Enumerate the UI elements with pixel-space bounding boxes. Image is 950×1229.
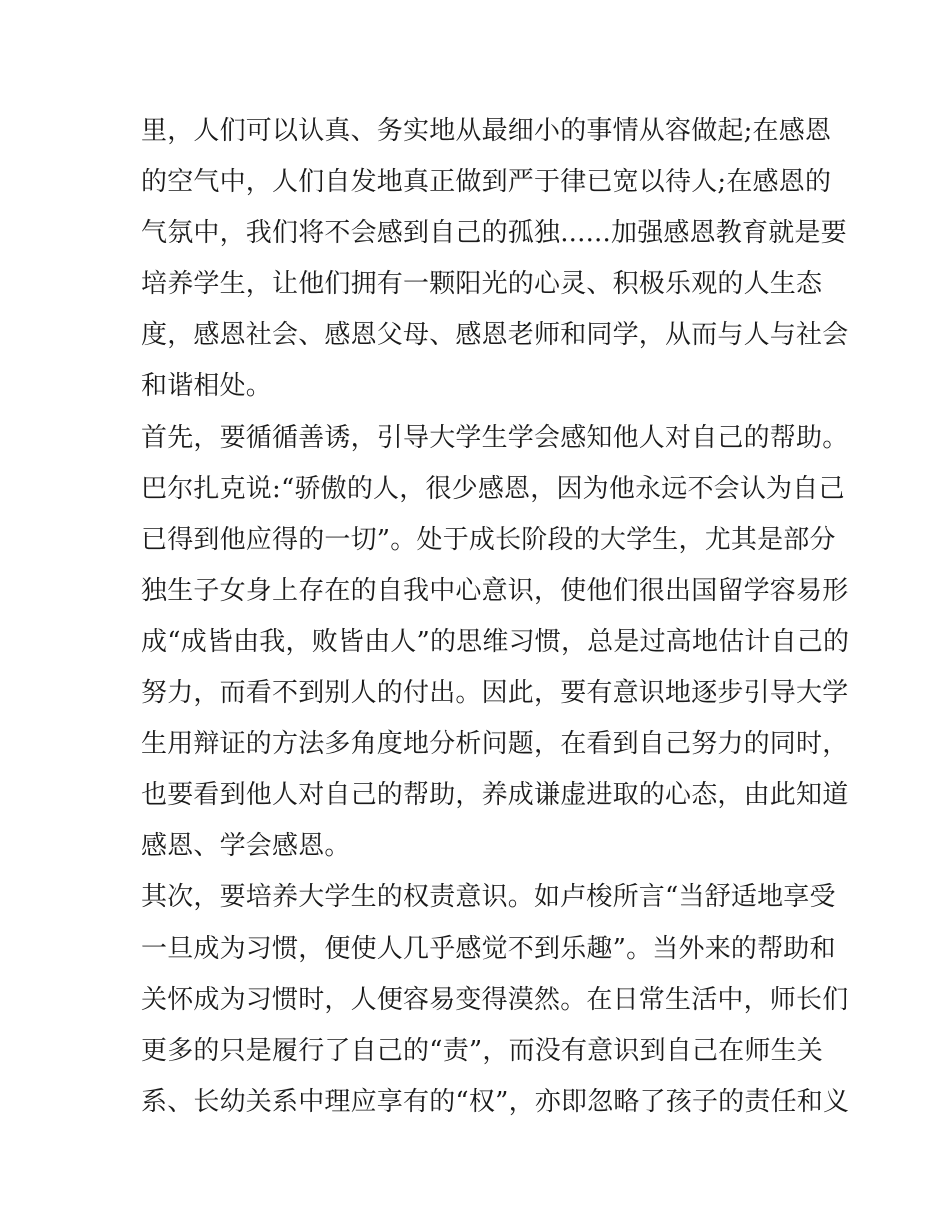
text-line: 其次，要培养大学生的权责意识。如卢梭所言“当舒适地享受 [141, 882, 836, 913]
text-line: 气氛中，我们将不会感到自己的孤独......加强感恩教育就是要 [141, 218, 847, 249]
text-line: 一旦成为习惯，便使人几乎感觉不到乐趣”。当外来的帮助和 [141, 933, 836, 964]
text-line: 度，感恩社会、感恩父母、感恩老师和同学，从而与人与社会 [141, 320, 849, 351]
text-line: 系、长幼关系中理应享有的“权”，亦即忽略了孩子的责任和义 [141, 1086, 850, 1117]
text-line: 独生子女身上存在的自我中心意识，使他们很出国留学容易形 [141, 575, 849, 606]
text-line: 和谐相处。 [141, 371, 273, 402]
text-line: 已得到他应得的一切”。处于成长阶段的大学生，尤其是部分 [141, 524, 836, 555]
document-body [141, 106, 850, 1128]
text-line: 也要看到他人对自己的帮助，养成谦虚进取的心态，由此知道 [141, 780, 849, 811]
text-line: 感恩、学会感恩。 [141, 831, 351, 862]
text-line: 生用辩证的方法多角度地分析问题，在看到自己努力的同时， [141, 729, 849, 760]
text-line: 成“成皆由我，败皆由人”的思维习惯，总是过高地估计自己的 [141, 626, 850, 657]
text-line: 关怀成为习惯时，人便容易变得漠然。在日常生活中，师长们 [141, 984, 849, 1015]
text-line: 里，人们可以认真、务实地从最细小的事情从容做起;在感恩 [141, 116, 832, 146]
text-line: 的空气中，人们自发地真正做到严于律已宽以待人;在感恩的 [141, 167, 832, 198]
text-line: 巴尔扎克说:“骄傲的人，很少感恩，因为他永远不会认为自己 [141, 473, 845, 504]
text-line: 培养学生，让他们拥有一颗阳光的心灵、积极乐观的人生态 [141, 269, 823, 300]
text-line: 首先，要循循善诱，引导大学生学会感知他人对自己的帮助。 [141, 422, 849, 453]
text-line: 努力，而看不到别人的付出。因此，要有意识地逐步引导大学 [141, 678, 849, 709]
text-line: 更多的只是履行了自己的“责”，而没有意识到自己在师生关 [141, 1035, 823, 1066]
